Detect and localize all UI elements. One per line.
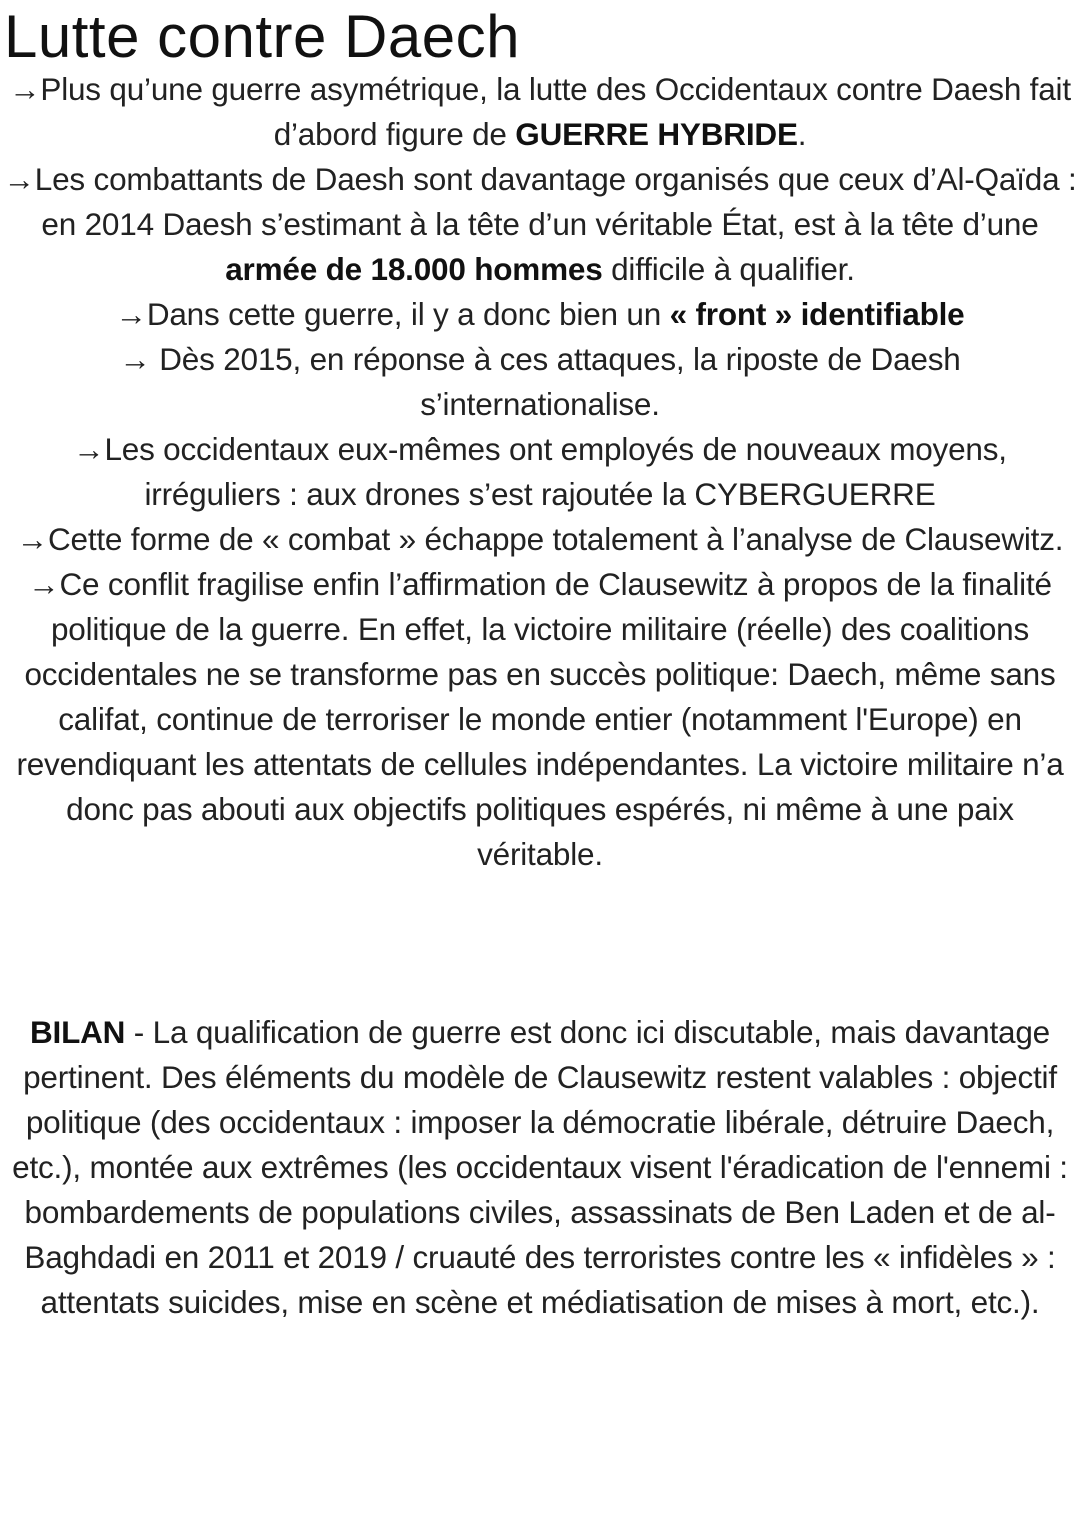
bold-term: « front » identifiable: [669, 296, 965, 332]
paragraph-cyberwar: →Les occidentaux eux-mêmes ont employés de nouveaux moyens, irréguliers : aux drones s’est rajoutée la CYBERGUERRE: [73, 431, 1007, 512]
page-title: Lutte contre Daech: [4, 3, 520, 70]
paragraph-text: →Les combattants de Daesh sont davantage organisés que ceux d’Al-Qaïda : en 2014 Daesh s’estimant à la tête d’un véritable État, est à la tête d’une: [3, 161, 1077, 242]
paragraph-political-finality: →Ce conflit fragilise enfin l’affirmation de Clausewitz à propos de la finalité politique de la guerre. En effet, la victoire militaire (réelle) des coalitions occidentales ne se transforme pas en succès politique: Daech, même sans califat, continue de terroriser le monde entier (notamment l'Europe) en revendiquant les attentats de cellules indépendantes. La victoire militaire n’a donc pas abouti aux objectifs politiques espérés, ni même à une paix véritable.: [16, 566, 1064, 872]
paragraph-text: →Dans cette guerre, il y a donc bien un: [115, 296, 670, 332]
bold-term: GUERRE HYBRIDE: [515, 116, 798, 152]
bilan-paragraph: [0, 1010, 1080, 1325]
paragraph-text: .: [797, 116, 807, 152]
paragraph-front: [0, 292, 1080, 337]
bold-term: armée de 18.000 hommes: [225, 251, 603, 287]
bilan-label: BILAN: [29, 1014, 126, 1050]
paragraph-organization: [0, 157, 1080, 292]
paragraph-text: →Plus qu’une guerre asymétrique, la lutte des Occidentaux contre Daesh fait d’abord figure de: [9, 71, 1071, 152]
paragraph-internationalisation: → Dès 2015, en réponse à ces attaques, la riposte de Daesh s’internationalise.: [119, 341, 961, 422]
main-content: [0, 67, 1080, 877]
paragraph-hybrid-war: [0, 67, 1080, 157]
bilan-text: - La qualification de guerre est donc ici discutable, mais davantage pertinent. Des éléments du modèle de Clausewitz restent valables : objectif politique (des occidentaux : imposer la démocratie libérale, détruire Daech, etc.), montée aux extrêmes (les occidentaux visent l'éradication de l'ennemi : bombardements de populations civiles, assassinats de Ben Laden et de al-Baghdadi en 2011 et 2019 / cruauté des terroristes contre les « infidèles » : attentats suicides, mise en scène et médiatisation de mises à mort, etc.).: [12, 1014, 1068, 1320]
paragraph-text: difficile à qualifier.: [602, 251, 855, 287]
paragraph-clausewitz-analysis: →Cette forme de « combat » échappe totalement à l’analyse de Clausewitz.: [16, 521, 1064, 557]
